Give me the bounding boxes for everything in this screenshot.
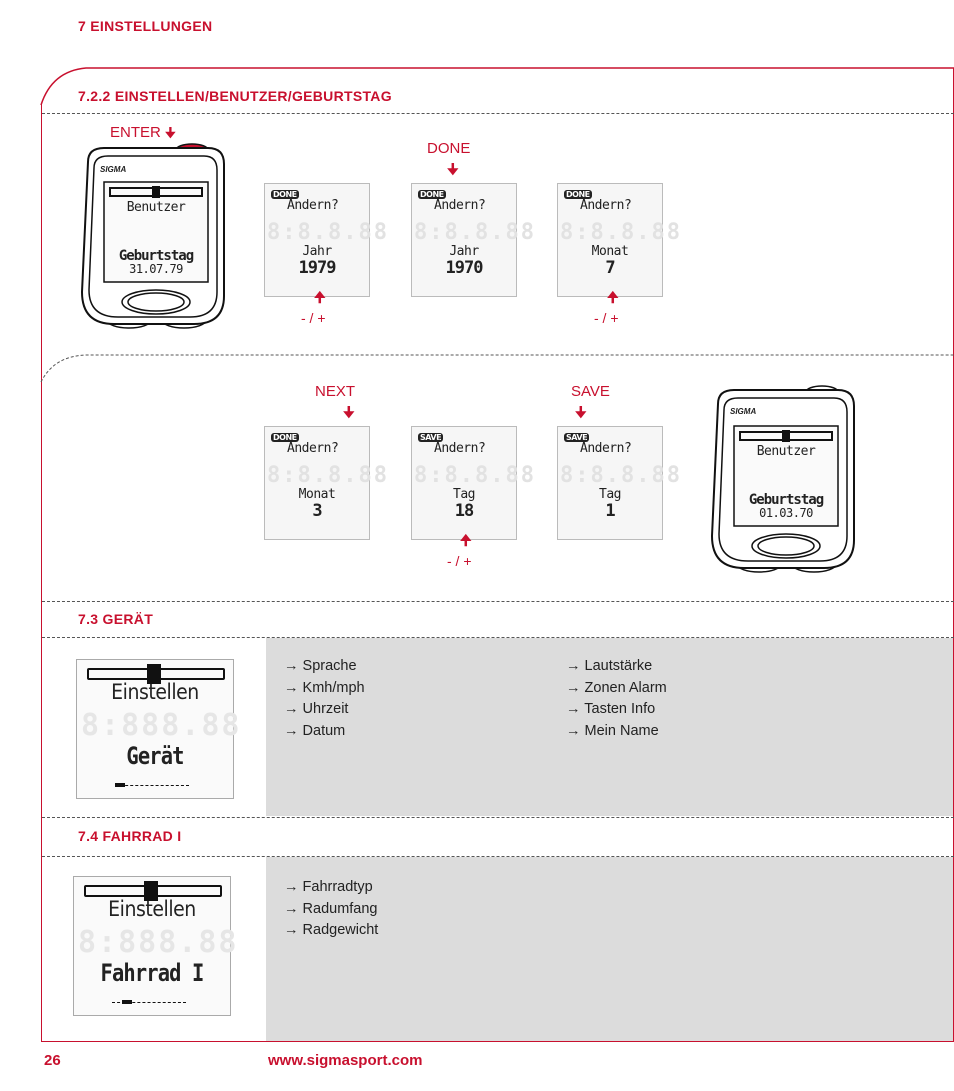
field-label: Tag xyxy=(453,487,475,502)
field-label: Tag xyxy=(599,487,621,502)
lcd-screen-2 xyxy=(411,183,536,297)
arrow-down-icon: 🠋 xyxy=(575,404,587,420)
done-badge: DONE xyxy=(273,190,297,199)
arrow-down-icon: 🠋 xyxy=(343,404,355,420)
lcd-screen-5 xyxy=(411,426,536,540)
lcd-ghost-segments: 8:8.8.88 xyxy=(560,220,682,245)
save-badge: SAVE xyxy=(566,433,588,442)
plus-minus-label: - / + xyxy=(447,553,472,569)
screen-underline xyxy=(115,785,189,786)
arrow-up-icon: 🠉 xyxy=(607,289,619,305)
device-value: 01.03.70 xyxy=(759,506,813,520)
done-badge: DONE xyxy=(420,190,444,199)
arrow-up-icon: 🠉 xyxy=(460,532,472,548)
save-badge: SAVE xyxy=(420,433,442,442)
gerat-list-1 xyxy=(284,656,365,742)
gerat-list-2 xyxy=(566,656,667,742)
device-menu-label: Benutzer xyxy=(126,200,186,215)
question-text: Ändern? xyxy=(434,441,486,456)
field-value: 1970 xyxy=(445,258,483,278)
divider xyxy=(42,817,954,818)
field-value: 1979 xyxy=(298,258,336,278)
arrow-down-icon: 🠋 xyxy=(165,125,176,140)
page-number: 26 xyxy=(44,1052,61,1069)
lcd-screen-1 xyxy=(264,183,389,297)
field-value: 3 xyxy=(312,501,322,521)
done-badge: DONE xyxy=(273,433,297,442)
chapter-title: 7 EINSTELLUNGEN xyxy=(78,18,213,34)
screen-title: Einstellen xyxy=(108,897,196,921)
frame-left-border xyxy=(41,104,42,1041)
lcd-ghost-segments: 8:8.8.88 xyxy=(414,220,536,245)
lcd-screen-4 xyxy=(264,426,389,540)
list-item: → Fahrradtyp xyxy=(284,879,373,895)
done-label: DONE xyxy=(427,140,471,157)
lcd-ghost-segments: 8:8.8.88 xyxy=(267,220,389,245)
device-outline-icon xyxy=(74,142,232,330)
list-item: → Radumfang xyxy=(284,900,378,917)
device-item-label: Geburtstag xyxy=(748,492,824,508)
list-item: → Zonen Alarm xyxy=(566,679,667,696)
field-label: Monat xyxy=(298,487,336,502)
field-value: 18 xyxy=(454,501,474,521)
fahrrad-screen xyxy=(73,876,239,1016)
screen-title: Einstellen xyxy=(111,680,199,704)
fahrrad-list xyxy=(284,877,378,942)
section-74-title: 7.4 FAHRRAD I xyxy=(78,828,182,844)
question-text: Ändern? xyxy=(287,441,339,456)
arrow-down-icon: 🠋 xyxy=(447,161,459,177)
screen-subtitle: Fahrrad I xyxy=(100,959,204,987)
field-label: Monat xyxy=(591,244,629,259)
frame-bottom-border xyxy=(41,1041,954,1042)
question-text: Ändern? xyxy=(580,441,632,456)
device-start xyxy=(74,142,232,330)
device-menu-label: Benutzer xyxy=(756,444,816,459)
lcd-ghost-segments: 8:8.8.88 xyxy=(560,463,682,488)
device-value: 31.07.79 xyxy=(129,262,183,276)
list-item: → Lautstärke xyxy=(566,658,653,674)
plus-minus-label: - / + xyxy=(594,310,619,326)
save-label: SAVE xyxy=(571,383,610,400)
divider xyxy=(42,601,954,602)
plus-minus-label: - / + xyxy=(301,310,326,326)
list-item: → Sprache xyxy=(284,658,357,674)
section-722-title: 7.2.2 EINSTELLEN/BENUTZER/GEBURTSTAG xyxy=(78,88,392,104)
list-item: → Tasten Info xyxy=(566,701,656,717)
lcd-ghost-segments: 8:8.8.88 xyxy=(414,463,536,488)
lcd-screen-6 xyxy=(557,426,682,540)
lcd-ghost-segments: 8:888.88 xyxy=(81,708,242,743)
next-label: NEXT xyxy=(315,383,356,400)
question-text: Ändern? xyxy=(287,198,339,213)
brand-logo: SIGMA xyxy=(100,165,127,174)
divider xyxy=(42,113,954,114)
screen-cursor xyxy=(115,783,125,787)
list-item: → Mein Name xyxy=(566,722,659,739)
footer-url[interactable]: www.sigmasport.com xyxy=(268,1052,423,1069)
field-value: 1 xyxy=(605,501,615,521)
lcd-ghost-segments: 8:888.88 xyxy=(78,925,239,960)
lcd-screen-3 xyxy=(557,183,682,297)
list-item: → Datum xyxy=(284,722,346,739)
field-value: 7 xyxy=(605,258,615,278)
section-73-title: 7.3 GERÄT xyxy=(78,611,154,627)
screen-cursor xyxy=(122,1000,132,1004)
question-text: Ändern? xyxy=(580,198,632,213)
device-outline-icon xyxy=(704,384,862,574)
list-item: → Kmh/mph xyxy=(284,679,365,696)
field-label: Jahr xyxy=(449,244,479,259)
arrow-up-icon: 🠉 xyxy=(314,289,326,305)
device-end xyxy=(704,384,862,574)
gerat-screen xyxy=(76,659,242,799)
screen-subtitle: Gerät xyxy=(126,742,184,770)
done-badge: DONE xyxy=(566,190,590,199)
lcd-ghost-segments: 8:8.8.88 xyxy=(267,463,389,488)
enter-text: ENTER xyxy=(110,124,161,141)
section-divider-curve xyxy=(40,353,954,383)
list-item: → Radgewicht xyxy=(284,922,379,938)
question-text: Ändern? xyxy=(434,198,486,213)
device-item-label: Geburtstag xyxy=(118,248,194,264)
brand-logo: SIGMA xyxy=(730,407,757,416)
field-label: Jahr xyxy=(302,244,332,259)
list-item: → Uhrzeit xyxy=(284,701,349,717)
